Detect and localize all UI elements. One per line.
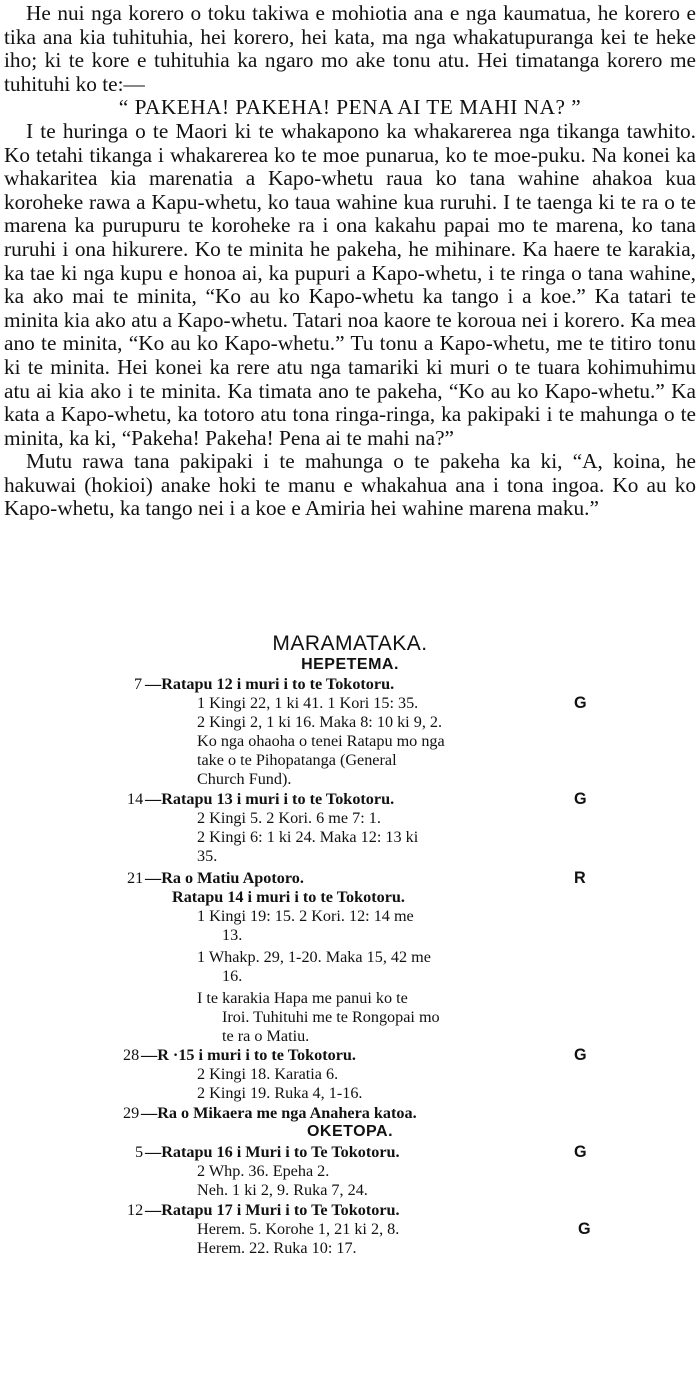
entry-note: Church Fund). <box>197 770 292 788</box>
entry-reading: Herem. 22. Ruka 10: 17. <box>197 1239 357 1257</box>
entry-reading: Neh. 1 ki 2, 9. Ruka 7, 24. <box>197 1181 368 1199</box>
entry-day-number: 14 <box>127 790 144 808</box>
entry-title: —Ratapu 17 i Muri i to Te Tokotoru. <box>145 1201 400 1219</box>
entry-title: —Ratapu 12 i muri i to te Tokotoru. <box>145 675 395 693</box>
entry-reading: 2 Whp. 36. Epeha 2. <box>197 1162 330 1180</box>
entry-title: —Ra o Mikaera me nga Anahera katoa. <box>141 1104 417 1122</box>
entry-note: Ko nga ohaoha o tenei Ratapu mo nga <box>197 732 445 750</box>
entry-note: I te karakia Hapa me panui ko te <box>197 989 408 1007</box>
entry-colour-code: R <box>574 869 586 887</box>
entry-day-number: 12 <box>127 1201 144 1219</box>
entry-title: —R ·15 i muri i to te Tokotoru. <box>141 1046 356 1064</box>
entry-reading: 2 Kingi 6: 1 ki 24. Maka 12: 13 ki <box>197 828 419 846</box>
entry-colour-code: G <box>574 694 587 712</box>
calendar-title: MARAMATAKA. <box>272 632 428 655</box>
month-heading-september: HEPETEMA. <box>301 656 399 673</box>
entry-reading: 1 Kingi 22, 1 ki 41. 1 Kori 15: 35. <box>197 694 419 712</box>
entry-reading: 2 Kingi 2, 1 ki 16. Maka 8: 10 ki 9, 2. <box>197 713 443 731</box>
entry-reading: 2 Kingi 19. Ruka 4, 1-16. <box>197 1084 363 1102</box>
story-paragraph: I te huringa o te Maori ki te whakapono ka whakarerea nga tikanga tawhito. Ko tetahi tikanga i whakarerea ko te moe punarua, ko te moe-puku. Na konei ka whakaritea kia marenatia a Kapo-whetu raua ko tana wahine ahakoa kua koroheke rawa a Kapu-whetu, ko taua wahine kua ruruhi. I te taenga ki te ra o te marena ka purupuru te koroheke ra i ona kakahu papai mo te marena, ko tana ruruhi i ona hikurere. Ko te minita he pakeha, he mihinare. Ka haere te karakia, ka tae ki nga kupu e honoa ai, ka pupuri a Kapo-whetu, i te ringa o tana wahine, ka ako mai te minita, “Ko au ko Kapo-whetu ka tango i a koe.” Ka tatari te minita kia ako atu a Kapo-whetu. Tatari noa kaore te koroua nei i korero. Ka mea ano te minita, “Ko au ko Kapo-whetu.” Tu tonu a Kapo-whetu, me te titiro tonu ki te minita. Hei konei ka rere atu nga tamariki ki muri o te tuara kohimuhimu atu ai kia ako i te minita. Ka timata ano te pakeha, “Ko au ko Kapo-whetu.” Ka kata a Kapo-whetu, ka totoro atu tona ringa-ringa, ka pakipaki i te mahunga o te minita, ka ki, “Pakeha! Pakeha! Pena ai te mahi na?” <box>4 118 696 450</box>
intro-paragraph: He nui nga korero o toku takiwa e mohiotia ana e nga kaumatua, he korero e tika ana kia tuhituhia, hei korero, hei kata, ma nga whakatupuranga kei te heke iho; ki te kore e tuhituhia ka ngaro mo ake tonu atu. Hei timatanga korero me tuhituhi ko te:— <box>4 1 696 96</box>
entry-reading: 2 Kingi 5. 2 Kori. 6 me 7: 1. <box>197 809 381 827</box>
entry-colour-code: G <box>574 1046 587 1064</box>
entry-title: —Ratapu 16 i Muri i to Te Tokotoru. <box>145 1143 400 1161</box>
story-section <box>4 2 696 521</box>
entry-reading: 35. <box>197 847 218 865</box>
entry-note: Iroi. Tuhituhi me te Rongopai mo <box>222 1008 440 1026</box>
entry-title: —Ra o Matiu Apotoro. <box>145 869 304 887</box>
entry-day-number: 28 <box>123 1046 140 1064</box>
entry-reading: Herem. 5. Korohe 1, 21 ki 2, 8. <box>197 1220 400 1238</box>
entry-note: te ra o Matiu. <box>222 1027 310 1045</box>
entry-note: take o te Pihopatanga (General <box>197 751 397 769</box>
entry-day-number: 5 <box>135 1143 144 1161</box>
entry-reading: 2 Kingi 18. Karatia 6. <box>197 1065 339 1083</box>
entry-colour-code: G <box>578 1220 591 1238</box>
entry-day-number: 29 <box>123 1104 140 1122</box>
entry-title: —Ratapu 13 i muri i to te Tokotoru. <box>145 790 395 808</box>
entry-reading: 16. <box>222 967 243 985</box>
closing-paragraph: Mutu rawa tana pakipaki i te mahunga o te pakeha ka ki, “A, koina, he hakuwai (hokioi) anake hoki te manu e whakahua ana i tona ingoa. Ko au ko Kapo-whetu, ka tango nei i a koe e Amiria hei wahine marena maku.” <box>4 449 696 521</box>
entry-day-number: 7 <box>134 675 143 693</box>
entry-subtitle: Ratapu 14 i muri i to te Tokotoru. <box>172 888 405 906</box>
entry-reading: 1 Whakp. 29, 1-20. Maka 15, 42 me <box>197 948 431 966</box>
entry-reading: 1 Kingi 19: 15. 2 Kori. 12: 14 me <box>197 907 414 925</box>
entry-reading: 13. <box>222 926 243 944</box>
month-heading-october: OKETOPA. <box>306 1123 394 1140</box>
entry-colour-code: G <box>574 1143 587 1161</box>
entry-colour-code: G <box>574 790 587 808</box>
story-heading: “ PAKEHA! PAKEHA! PENA AI TE MAHI NA? ” <box>118 95 582 120</box>
entry-day-number: 21 <box>127 869 144 887</box>
